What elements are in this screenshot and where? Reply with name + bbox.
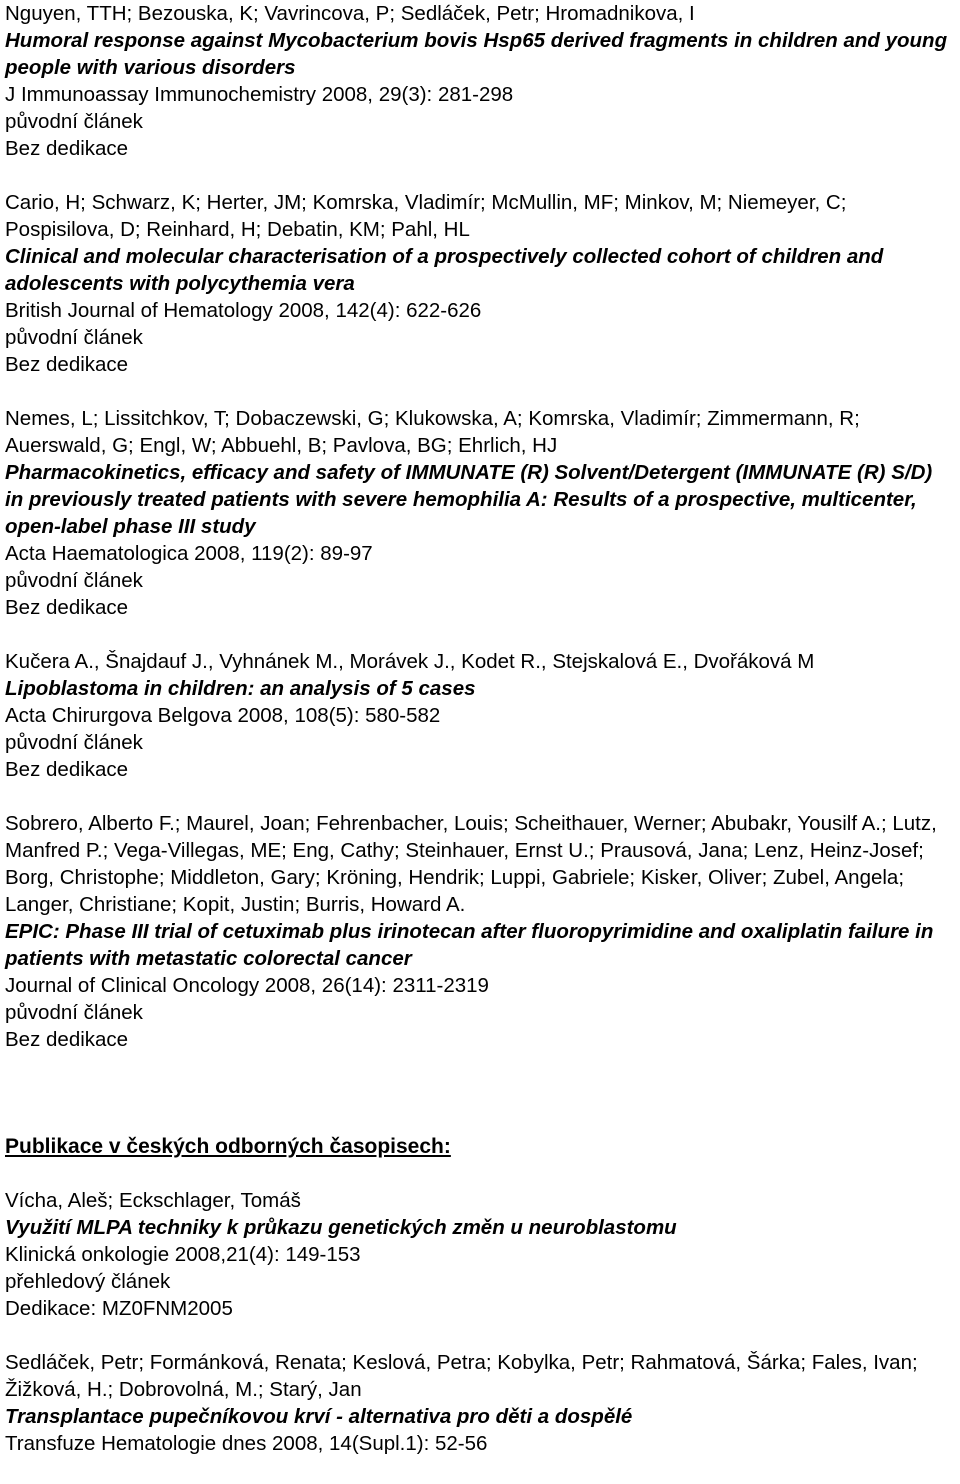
publication-title: Využití MLPA techniky k průkazu genetických změn u neuroblastomu (5, 1216, 677, 1239)
publication-authors: Cario, H; Schwarz, K; Herter, JM; Komrska, Vladimír; McMullin, MF; Minkov, M; Niemeyer, C; Pospisilova, D; Reinhard, H; Debatin, KM; Pahl, HL (5, 191, 847, 241)
publication-type: původní článek (5, 326, 143, 349)
publication-entry (5, 648, 955, 783)
publication-title: EPIC: Phase III trial of cetuximab plus irinotecan after fluoropyrimidine and oxaliplatin failure in patients with metastatic colorectal cancer (5, 920, 934, 970)
publication-authors: Nguyen, TTH; Bezouska, K; Vavrincova, P; Sedláček, Petr; Hromadnikova, I (5, 2, 695, 25)
publication-dedication: Bez dedikace (5, 137, 129, 160)
publication-journal: J Immunoassay Immunochemistry 2008, 29(3): 281-298 (5, 83, 514, 106)
publication-type: původní článek (5, 731, 143, 754)
publication-title: Pharmacokinetics, efficacy and safety of IMMUNATE (R) Solvent/Detergent (IMMUNATE (R) S/D) in previously treated patients with severe hemophilia A: Results of a prospective, multicenter, open-label phase III study (5, 461, 933, 538)
publication-journal: British Journal of Hematology 2008, 142(4): 622-626 (5, 299, 482, 322)
publication-authors: Vícha, Aleš; Eckschlager, Tomáš (5, 1189, 301, 1212)
publication-journal: Acta Chirurgova Belgova 2008, 108(5): 580-582 (5, 704, 441, 727)
publication-entry (5, 405, 955, 621)
publication-dedication: Bez dedikace (5, 758, 129, 781)
publication-journal: Klinická onkologie 2008,21(4): 149-153 (5, 1243, 361, 1266)
publication-authors: Kučera A., Šnajdauf J., Vyhnánek M., Morávek J., Kodet R., Stejskalová E., Dvořáková M (5, 650, 815, 673)
publication-title: Clinical and molecular characterisation of a prospectively collected cohort of children and adolescents with polycythemia vera (5, 245, 884, 295)
publication-dedication: Bez dedikace (5, 1028, 129, 1051)
publication-title: Transplantace pupečníkovou krví - alternativa pro děti a dospělé (5, 1405, 633, 1428)
publication-authors: Sobrero, Alberto F.; Maurel, Joan; Fehrenbacher, Louis; Scheithauer, Werner; Abubakr, Yousilf A.; Lutz, Manfred P.; Vega-Villegas, ME; Eng, Cathy; Steinhauer, Ernst U.; Prausová, Jana; Lenz, Heinz-Josef; Borg, Christophe; Middleton, Gary; Kröning, Hendrik; Luppi, Gabriele; Kisker, Oliver; Zubel, Angela; Langer, Christiane; Kopit, Justin; Burris, Howard A. (5, 812, 937, 916)
publication-title: Humoral response against Mycobacterium bovis Hsp65 derived fragments in children and young people with various disorders (5, 29, 948, 79)
publication-authors: Sedláček, Petr; Formánková, Renata; Keslová, Petra; Kobylka, Petr; Rahmatová, Šárka; Fales, Ivan; Žižková, H.; Dobrovolná, M.; Starý, Jan (5, 1351, 918, 1401)
publication-entry (5, 1349, 955, 1457)
section-heading-block (5, 1133, 955, 1160)
publication-journal: Journal of Clinical Oncology 2008, 26(14): 2311-2319 (5, 974, 489, 997)
publication-dedication: Bez dedikace (5, 596, 129, 619)
publication-type: původní článek (5, 110, 143, 133)
publication-journal: Acta Haematologica 2008, 119(2): 89-97 (5, 542, 373, 565)
publication-title: Lipoblastoma in children: an analysis of 5 cases (5, 677, 476, 700)
publication-entry (5, 189, 955, 378)
publication-type: přehledový článek (5, 1270, 171, 1293)
publication-entry (5, 1187, 955, 1322)
document-page (5, 0, 955, 1484)
publication-type: původní článek (5, 1001, 143, 1024)
publication-dedication: Dedikace: MZ0FNM2005 (5, 1297, 233, 1320)
publication-entry (5, 810, 955, 1053)
publication-type: původní článek (5, 569, 143, 592)
publication-authors: Nemes, L; Lissitchkov, T; Dobaczewski, G; Klukowska, A; Komrska, Vladimír; Zimmermann, R; Auerswald, G; Engl, W; Abbuehl, B; Pavlova, BG; Ehrlich, HJ (5, 407, 860, 457)
publication-dedication: Bez dedikace (5, 353, 129, 376)
section-heading: Publikace v českých odborných časopisech: (5, 1135, 451, 1158)
publication-journal: Transfuze Hematologie dnes 2008, 14(Supl.1): 52-56 (5, 1432, 488, 1455)
publication-entry (5, 0, 955, 162)
